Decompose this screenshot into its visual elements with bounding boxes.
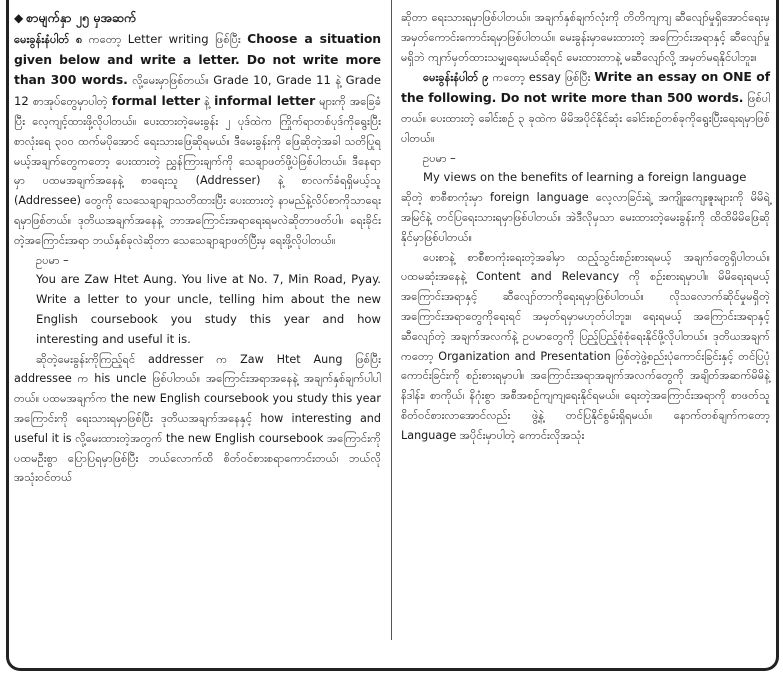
question-8-body: များကို အခြေခံပြီး လေ့ကျင့်ထားဖို့လိုပါတယ်။ ပေးထားတဲ့မေးခွန်း ၂ ပုဒ်ထဲက ကြိုက်ရာတစ်ပုဒ်ကိုရွေးပြီး စာလုံးရေ ၃၀၀ ထက်မပိုအောင် ရေးသားဖြေဆိုရမယ်။ ဒီမေးခွန်းကို ဖြေဆိုတဲ့အခါ သတိပြုရမယ့်အချက်တွေကတော့ ပေးထားတဲ့ ညွှန်ကြားချက်ကို သေချာဖတ်ဖို့ပဲဖြစ်ပါတယ်။ ဒီနေရာမှာ ပထမအချက်အနေနဲ့ စာရေးသူ (Addresser) နဲ့ စာလက်ခံရရှိမယ့်သူ (Addressee) တွေကို သေသေချာချာသတိထားပြီး ပေးထားတဲ့ နာမည်နဲ့လိပ်စာကိုသာရေးရမှာဖြစ်တယ်။ ဒုတိယအချက်အနေနဲ့ ဘာအကြောင်းအရာရေးရမလဲဆိုတာဖတ်ပါ။ ရေးခိုင်းတဲ့အကြောင်းအရာ ဘယ်နှစ်ခုလဲဆိုတာ သေသေချာချာဖတ်ပြီးမှ ရေးဖို့လိုပါတယ်။ [14, 95, 381, 247]
example-label: ဥပမာ – [36, 253, 69, 267]
formal-letter-text: formal letter [111, 93, 200, 109]
question-9-body: ဖြစ်ပါတယ်။ ပေးထားတဲ့ ခေါင်းစဉ် ၃ ခုထဲက မိမိအပိုင်နိုင်ဆုံး ခေါင်းစဉ်တစ်ခုကိုရွေးပြီးရေးရမှာဖြစ်ပါတယ်။ [401, 92, 771, 145]
grades-text: Grade 10, Grade 11 [213, 73, 331, 88]
text-span: ကတော့ essay ဖြစ်ပြီး [488, 71, 595, 85]
text-span: စာအုပ်တွေမှာပါတဲ့ [28, 95, 112, 109]
continued-heading-text: စာမျက်နှာ ၂၅ မှအဆက် [26, 10, 137, 25]
left-column [14, 8, 381, 488]
text-span: နဲ့ [199, 95, 215, 109]
letter-writing-text: Letter writing [127, 31, 209, 46]
essay-example-topic: My views on the benefits of learning a foreign language [423, 170, 747, 185]
text-span: ကတော့ [82, 32, 128, 46]
continued-paragraph: ဆိုတာ ရေးသားရမှာဖြစ်ပါတယ်။ အချက်နှစ်ချက်လုံးကို တိတိကျကျ ဆီလျော်မှုရှိအောင်ရေးမှ အမှတ်ကောင်းကောင်းရမှာဖြစ်ပါတယ်။ မေးခွန်းမှာမေးထားတဲ့ အကြောင်းအရာနှင့် ဆီလျော်မှုမရှိဘဲ ကျက်မှတ်ထားသမျှရေးမယ်ဆိုရင် မေးထားတာနဲ့ မဆီလျော်လို့ အမှတ်မရနိုင်ပါဘူး။ [401, 11, 770, 64]
informal-letter-text: informal letter [214, 93, 316, 109]
example-label: ဥပမာ – [423, 151, 456, 165]
continued-heading [14, 8, 381, 29]
text-span: ဖြစ်ပြီး [208, 32, 248, 46]
grade-12-text: Grade 12 [14, 73, 381, 109]
example-explanation: ဆိုတဲ့မေးခွန်းကိုကြည့်ရင် addresser က Zaw Htet Aung ဖြစ်ပြီး addressee က his uncle ဖြစ်ပါတယ်။ အကြောင်းအရာအနေနဲ့ အချက်နှစ်ချက်ပါပါတယ်။ ပထမအချက်က the new English coursebook you study this year အကြောင်းကို ရေးသားရမှာဖြစ်ပြီး ဒုတိယအချက်အနေနှင့် how interesting and useful it is လို့မေးထားတဲ့အတွက် the new English coursebook အကြောင်းကို ပထမဦးစွာ ပြောပြရမှာဖြစ်ပြီး ဘယ်လောက်ထိ စိတ်ဝင်စားစရာကောင်းတယ်၊ ဘယ်လိုအသုံးဝင်တယ် [14, 352, 381, 485]
question-8-instruction: Choose a situation given below and write a letter. Do not write more than 300 words. [14, 30, 382, 88]
column-divider [391, 0, 392, 640]
question-8-label: မေးခွန်းနံပါတ် ၈ [14, 32, 83, 46]
right-column [401, 8, 770, 446]
text-span: လို့မေးမှာဖြစ်တယ်။ [127, 74, 214, 88]
question-9-label: မေးခွန်းနံပါတ် ၉ [423, 71, 489, 85]
example-prompt: You are Zaw Htet Aung. You live at No. 7, Min Road, Pyay. Write a letter to your uncle, telling him about the new English coursebook you study this year and how interesting and useful it is. [36, 272, 381, 346]
diamond-bullet-icon: ◆ [14, 11, 24, 25]
essay-explanation: ဆိုတဲ့ စာစီစာကုံးမှာ foreign language လေ့လာခြင်းရဲ့ အကျိုးကျေးဇူးများကို မိမိရဲ့အမြင်နဲ့ တင်ပြရေးသားရမှာဖြစ်ပါတယ်။ အဲဒီလိုမှသာ မေးထားတဲ့မေးခွန်းကို ထိထိမိမိဖြေဆိုနိုင်မှာဖြစ်ပါတယ်။ [401, 191, 770, 244]
marking-criteria-paragraph: ပေးစာနဲ့ စာစီစာကုံးရေးတဲ့အခါမှာ ထည့်သွင်းစဉ်းစားရမယ့် အချက်တွေရှိပါတယ်။ ပထမဆုံးအနေနဲ့ Content and Relevancy ကို စဉ်းစားရမှာပါ။ မိမိရေးရမယ့်အကြောင်းအရာနှင့် ဆီလျော်တာကိုရေးရမှာဖြစ်ပါတယ်။ လိုသလောက်ဆိုင်မှုမရှိတဲ့ အကြောင်းအရာတွေကိုရေးရင် အမှတ်ရမှာမဟုတ်ပါဘူး။ ရေးရမယ့် အကြောင်းအရာနှင့်ဆီလျော်တဲ့ အချက်အလက်နဲ့ ဥပမာတွေကို ပြည့်ပြည့်စုံစုံရေးနိုင်ဖို့လိုပါတယ်။ ဒုတိယအချက်ကတော့ Organization and Presentation ဖြစ်တဲ့ဖွဲ့စည်းပုံကောင်းခြင်းနှင့် တင်ပြပုံကောင်းခြင်းကို စဉ်းစားရမှာပါ။ အကြောင်းအရာအချက်အလက်တွေကို အချိတ်အဆက်မိမိနဲ့ နိဒါန်း၊ စာကိုယ်၊ နိဂုံးစွာ အစီအစဉ်ကျကျရေးနိုင်ရမယ်။ ရေးတဲ့အကြောင်းအရာကို စာဖတ်သူစိတ်ဝင်စားလာအောင်လည်း ဖွဲ့နဲ့ တင်ပြနိုင်စွမ်းရှိရမယ်။ နောက်တစ်ချက်ကတော့ Language အပိုင်းမှာပါတဲ့ ကောင်းလိုအသုံး [401, 250, 770, 442]
question-9-paragraph [401, 67, 770, 148]
question-8-paragraph [14, 29, 381, 251]
question-9-instruction: Write an essay on ONE of the following. Do not write more than 500 words. [401, 69, 770, 106]
text-span: နဲ့ [330, 74, 346, 88]
